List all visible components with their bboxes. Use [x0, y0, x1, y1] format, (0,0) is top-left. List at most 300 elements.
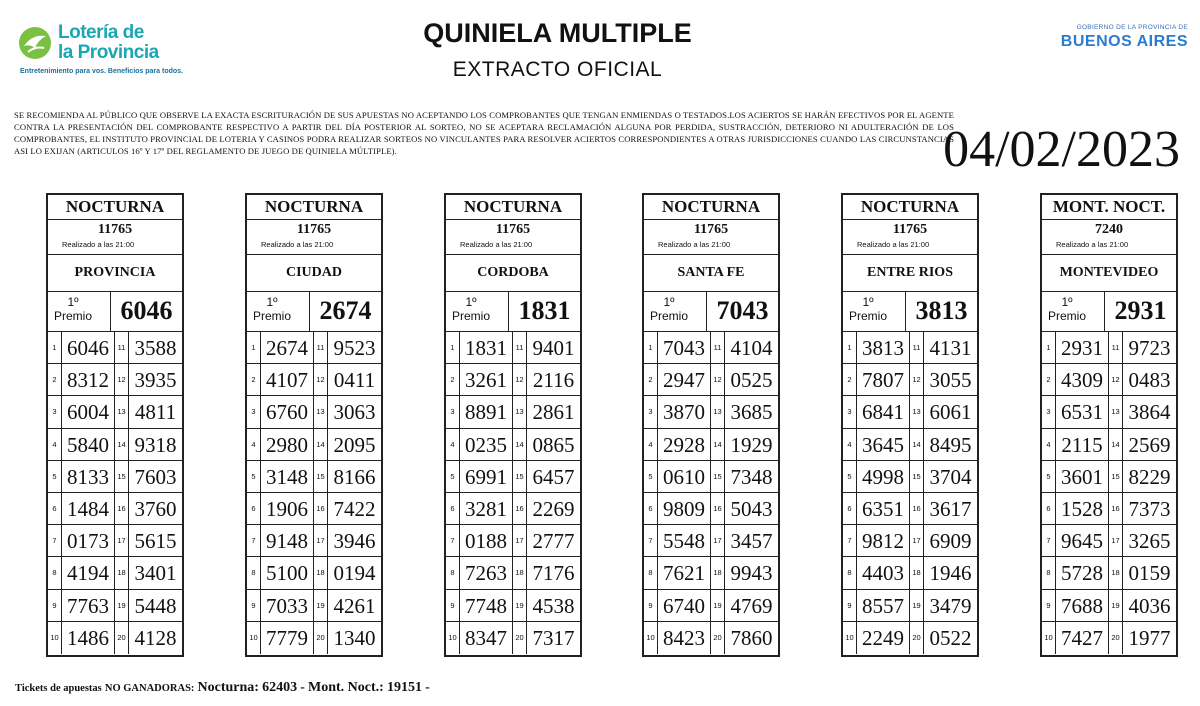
position-label: 11 [314, 332, 328, 363]
card-shift: NOCTURNA [644, 195, 778, 220]
first-prize-label-line2: Premio [253, 309, 292, 323]
result-row [446, 364, 580, 396]
position-label: 10 [644, 622, 658, 654]
position-label: 2 [247, 364, 261, 395]
result-row [644, 364, 778, 396]
result-number: 4107 [261, 364, 314, 395]
position-label: 14 [1109, 429, 1123, 460]
result-row [1042, 557, 1176, 589]
result-number: 0522 [929, 625, 972, 650]
result-number: 7860 [730, 625, 773, 650]
first-prize-label-line2: Premio [54, 309, 93, 323]
card-first-prize [446, 292, 580, 332]
result-number: 5043 [730, 496, 773, 521]
position-label: 6 [48, 493, 62, 524]
position-label: 1 [247, 332, 261, 363]
result-number: 7348 [730, 464, 773, 489]
position-label: 18 [1109, 557, 1123, 588]
result-number: 3479 [929, 593, 972, 618]
card-rows [1042, 332, 1176, 654]
position-label: 17 [711, 525, 725, 556]
result-number: 9318 [134, 432, 177, 457]
result-number: 1340 [333, 625, 376, 650]
result-number: 3148 [261, 461, 314, 492]
result-number: 3870 [658, 396, 711, 427]
result-number: 3281 [460, 493, 513, 524]
result-number: 4131 [929, 336, 972, 360]
result-number: 1977 [1128, 625, 1171, 650]
result-number: 3457 [730, 529, 773, 554]
result-number: 4104 [730, 336, 773, 360]
result-number: 3601 [1056, 461, 1109, 492]
result-row [843, 332, 977, 364]
result-number: 1528 [1056, 493, 1109, 524]
result-number: 0159 [1128, 561, 1171, 586]
position-label: 8 [644, 557, 658, 588]
position-label: 10 [247, 622, 261, 654]
result-number: 8229 [1128, 464, 1171, 489]
position-label: 18 [314, 557, 328, 588]
position-label: 11 [513, 332, 527, 363]
position-label: 6 [644, 493, 658, 524]
result-row [446, 461, 580, 493]
result-number: 3588 [134, 336, 177, 360]
result-number: 7621 [658, 557, 711, 588]
result-number: 6351 [857, 493, 910, 524]
footer-emphasis: NO GANADORAS: [104, 683, 195, 694]
position-label: 9 [843, 590, 857, 621]
position-label: 4 [247, 429, 261, 460]
first-prize-label-line1: 1º [862, 295, 874, 309]
position-label: 19 [711, 590, 725, 621]
result-number: 7373 [1128, 496, 1171, 521]
position-label: 13 [115, 396, 129, 427]
position-label: 9 [247, 590, 261, 621]
page-title: QUINIELA MULTIPLE [423, 18, 692, 48]
card-city: MONTEVIDEO [1042, 254, 1176, 292]
position-label: 7 [843, 525, 857, 556]
result-number: 0610 [658, 461, 711, 492]
position-label: 18 [711, 557, 725, 588]
result-number: 4403 [857, 557, 910, 588]
position-label: 11 [910, 332, 924, 363]
result-number: 9943 [730, 561, 773, 586]
first-prize-value: 3813 [915, 296, 968, 325]
result-number: 4998 [857, 461, 910, 492]
result-number: 7176 [532, 561, 575, 586]
result-number: 0194 [333, 561, 376, 586]
position-label: 9 [644, 590, 658, 621]
position-label: 14 [115, 429, 129, 460]
card-rows [247, 332, 381, 654]
first-prize-label-line1: 1º [1061, 295, 1073, 309]
card-shift: NOCTURNA [247, 195, 381, 220]
result-row [1042, 396, 1176, 428]
position-label: 8 [446, 557, 460, 588]
result-number: 2115 [1056, 429, 1109, 460]
result-row [1042, 429, 1176, 461]
footer-mont-label: Mont. Noct.: [308, 680, 384, 695]
card-time: Realizado a las 21:00 [460, 240, 533, 249]
result-number: 4769 [730, 593, 773, 618]
position-label: 1 [446, 332, 460, 363]
position-label: 2 [1042, 364, 1056, 395]
result-number: 8495 [929, 432, 972, 457]
result-number: 7033 [261, 590, 314, 621]
position-label: 12 [1109, 364, 1123, 395]
card-draw-number: 11765 [97, 222, 133, 237]
position-label: 6 [1042, 493, 1056, 524]
position-label: 14 [910, 429, 924, 460]
position-label: 4 [843, 429, 857, 460]
result-row [48, 364, 182, 396]
result-card [1040, 193, 1178, 657]
position-label: 12 [513, 364, 527, 395]
result-row [843, 461, 977, 493]
result-number: 2777 [532, 529, 575, 554]
result-number: 3261 [460, 364, 513, 395]
position-label: 18 [910, 557, 924, 588]
card-shift: NOCTURNA [48, 195, 182, 220]
result-number: 1906 [261, 493, 314, 524]
card-time: Realizado a las 21:00 [658, 240, 731, 249]
position-label: 20 [711, 622, 725, 654]
position-label: 10 [48, 622, 62, 654]
card-draw-number: 11765 [495, 222, 531, 237]
position-label: 15 [115, 461, 129, 492]
result-row [48, 493, 182, 525]
position-label: 12 [314, 364, 328, 395]
position-label: 10 [446, 622, 460, 654]
position-label: 18 [115, 557, 129, 588]
result-row [1042, 461, 1176, 493]
card-first-prize [843, 292, 977, 332]
first-prize-label [1048, 295, 1086, 323]
position-label: 6 [247, 493, 261, 524]
footer-separator: - [425, 680, 430, 695]
position-label: 18 [513, 557, 527, 588]
result-number: 3704 [929, 464, 972, 489]
first-prize-value: 2674 [319, 296, 372, 325]
position-label: 1 [48, 332, 62, 363]
position-label: 1 [644, 332, 658, 363]
result-number: 6991 [460, 461, 513, 492]
result-number: 1831 [460, 332, 513, 363]
position-label: 3 [1042, 396, 1056, 427]
position-label: 15 [711, 461, 725, 492]
first-prize-label-line1: 1º [465, 295, 477, 309]
result-number: 3401 [134, 561, 177, 586]
result-number: 7422 [333, 496, 376, 521]
result-number: 7603 [134, 464, 177, 489]
result-number: 3265 [1128, 529, 1171, 554]
first-prize-label-line1: 1º [266, 295, 278, 309]
result-row [1042, 493, 1176, 525]
result-row [1042, 525, 1176, 557]
position-label: 8 [843, 557, 857, 588]
position-label: 10 [843, 622, 857, 654]
position-label: 3 [644, 396, 658, 427]
position-label: 5 [843, 461, 857, 492]
result-number: 6740 [658, 590, 711, 621]
result-row [446, 557, 580, 589]
position-label: 14 [513, 429, 527, 460]
card-rows [48, 332, 182, 654]
result-number: 5548 [658, 525, 711, 556]
position-label: 6 [843, 493, 857, 524]
result-row [644, 557, 778, 589]
result-row [247, 364, 381, 396]
result-number: 7317 [532, 625, 575, 650]
result-card [444, 193, 582, 657]
result-number: 4538 [532, 593, 575, 618]
first-prize-value: 2931 [1114, 296, 1167, 325]
result-row [247, 557, 381, 589]
position-label: 8 [1042, 557, 1056, 588]
result-number: 2980 [261, 429, 314, 460]
result-number: 1946 [929, 561, 972, 586]
first-prize-label [452, 295, 490, 323]
position-label: 7 [48, 525, 62, 556]
position-label: 13 [1109, 396, 1123, 427]
result-number: 6760 [261, 396, 314, 427]
result-row [48, 332, 182, 364]
result-number: 6046 [62, 332, 115, 363]
result-number: 7779 [261, 622, 314, 654]
card-draw-number: 11765 [693, 222, 729, 237]
result-number: 8347 [460, 622, 513, 654]
position-label: 7 [446, 525, 460, 556]
card-first-prize [48, 292, 182, 332]
card-first-prize [644, 292, 778, 332]
position-label: 14 [314, 429, 328, 460]
first-prize-label-line2: Premio [452, 309, 491, 323]
position-label: 7 [247, 525, 261, 556]
result-row [247, 493, 381, 525]
result-number: 5448 [134, 593, 177, 618]
result-number: 0235 [460, 429, 513, 460]
first-prize-label-line1: 1º [663, 295, 675, 309]
result-number: 0525 [730, 368, 773, 393]
position-label: 4 [48, 429, 62, 460]
position-label: 16 [711, 493, 725, 524]
result-row [1042, 622, 1176, 654]
result-number: 8557 [857, 590, 910, 621]
position-label: 16 [513, 493, 527, 524]
position-label: 16 [115, 493, 129, 524]
result-row [446, 429, 580, 461]
card-rows [644, 332, 778, 654]
result-number: 3935 [134, 368, 177, 393]
result-number: 2249 [857, 622, 910, 654]
result-number: 9523 [333, 336, 376, 360]
result-number: 7688 [1056, 590, 1109, 621]
position-label: 9 [48, 590, 62, 621]
position-label: 20 [115, 622, 129, 654]
position-label: 2 [446, 364, 460, 395]
position-label: 5 [247, 461, 261, 492]
result-row [48, 622, 182, 654]
position-label: 5 [446, 461, 460, 492]
position-label: 15 [513, 461, 527, 492]
card-time: Realizado a las 21:00 [261, 240, 334, 249]
position-label: 13 [910, 396, 924, 427]
result-row [843, 493, 977, 525]
result-row [644, 590, 778, 622]
result-number: 5100 [261, 557, 314, 588]
result-number: 3063 [333, 400, 376, 425]
result-number: 3864 [1128, 400, 1171, 425]
government-small-text: GOBIERNO DE LA PROVINCIA DE [1076, 24, 1188, 31]
result-card [46, 193, 184, 657]
position-label: 5 [48, 461, 62, 492]
result-row [446, 525, 580, 557]
result-card [642, 193, 780, 657]
result-number: 0865 [532, 432, 575, 457]
position-label: 5 [644, 461, 658, 492]
position-label: 17 [1109, 525, 1123, 556]
result-number: 9809 [658, 493, 711, 524]
footer-mont-value: 19151 [386, 680, 422, 695]
first-prize-label [650, 295, 688, 323]
position-label: 11 [711, 332, 725, 363]
result-row [843, 557, 977, 589]
result-number: 7427 [1056, 622, 1109, 654]
result-number: 3617 [929, 496, 972, 521]
position-label: 15 [1109, 461, 1123, 492]
position-label: 17 [115, 525, 129, 556]
card-time: Realizado a las 21:00 [1056, 240, 1129, 249]
result-number: 3946 [333, 529, 376, 554]
result-number: 3645 [857, 429, 910, 460]
card-first-prize [1042, 292, 1176, 332]
result-number: 5615 [134, 529, 177, 554]
result-number: 8166 [333, 464, 376, 489]
result-row [644, 396, 778, 428]
result-number: 0483 [1128, 368, 1171, 393]
result-number: 4261 [333, 593, 376, 618]
position-label: 12 [910, 364, 924, 395]
position-label: 11 [1109, 332, 1123, 363]
card-city: CIUDAD [247, 254, 381, 292]
result-row [843, 590, 977, 622]
result-number: 7263 [460, 557, 513, 588]
position-label: 20 [513, 622, 527, 654]
result-number: 2861 [532, 400, 575, 425]
result-number: 8423 [658, 622, 711, 654]
position-label: 9 [1042, 590, 1056, 621]
position-label: 2 [48, 364, 62, 395]
result-row [446, 493, 580, 525]
result-row [48, 396, 182, 428]
government-big-text: BUENOS AIRES [1060, 33, 1188, 50]
position-label: 19 [910, 590, 924, 621]
result-number: 1484 [62, 493, 115, 524]
result-number: 4128 [134, 625, 177, 650]
government-logo [1061, 24, 1188, 51]
footer-nocturna-value: 62403 [262, 680, 298, 695]
result-number: 0173 [62, 525, 115, 556]
position-label: 7 [644, 525, 658, 556]
position-label: 16 [910, 493, 924, 524]
result-number: 6909 [929, 529, 972, 554]
result-number: 0188 [460, 525, 513, 556]
position-label: 12 [711, 364, 725, 395]
first-prize-label-line2: Premio [1048, 309, 1087, 323]
result-number: 2116 [532, 368, 575, 393]
position-label: 19 [1109, 590, 1123, 621]
result-number: 4036 [1128, 593, 1171, 618]
position-label: 1 [843, 332, 857, 363]
result-number: 0411 [333, 368, 376, 393]
result-number: 8133 [62, 461, 115, 492]
position-label: 9 [446, 590, 460, 621]
result-row [48, 461, 182, 493]
position-label: 8 [48, 557, 62, 588]
result-number: 4309 [1056, 364, 1109, 395]
first-prize-value: 1831 [518, 296, 571, 325]
position-label: 3 [446, 396, 460, 427]
result-row [644, 461, 778, 493]
result-number: 9401 [532, 336, 575, 360]
position-label: 20 [910, 622, 924, 654]
result-number: 2928 [658, 429, 711, 460]
first-prize-value: 7043 [716, 296, 769, 325]
result-number: 9148 [261, 525, 314, 556]
result-row [446, 332, 580, 364]
result-number: 7748 [460, 590, 513, 621]
result-row [446, 622, 580, 654]
position-label: 10 [1042, 622, 1056, 654]
result-row [644, 622, 778, 654]
result-number: 4811 [134, 400, 177, 425]
result-number: 2674 [261, 332, 314, 363]
result-row [843, 396, 977, 428]
position-label: 20 [1109, 622, 1123, 654]
first-prize-label [849, 295, 887, 323]
position-label: 8 [247, 557, 261, 588]
first-prize-label-line2: Premio [650, 309, 689, 323]
result-row [48, 429, 182, 461]
result-row [48, 590, 182, 622]
result-number: 2095 [333, 432, 376, 457]
result-row [48, 557, 182, 589]
position-label: 20 [314, 622, 328, 654]
result-row [247, 429, 381, 461]
footer-separator: - [300, 680, 305, 695]
first-prize-label-line1: 1º [67, 295, 79, 309]
result-number: 2269 [532, 496, 575, 521]
logo-tagline: Entretenimiento para vos. Beneficios para todos. [20, 68, 183, 75]
position-label: 2 [644, 364, 658, 395]
result-row [843, 525, 977, 557]
result-row [247, 590, 381, 622]
logo-line-2: la Provincia [58, 42, 159, 63]
result-row [644, 429, 778, 461]
position-label: 6 [446, 493, 460, 524]
result-number: 2569 [1128, 432, 1171, 457]
card-city: ENTRE RIOS [843, 254, 977, 292]
position-label: 2 [843, 364, 857, 395]
card-shift: NOCTURNA [843, 195, 977, 220]
result-row [247, 461, 381, 493]
first-prize-label-line2: Premio [849, 309, 888, 323]
result-number: 7807 [857, 364, 910, 395]
result-row [247, 622, 381, 654]
position-label: 11 [115, 332, 129, 363]
card-rows [446, 332, 580, 654]
result-row [644, 525, 778, 557]
